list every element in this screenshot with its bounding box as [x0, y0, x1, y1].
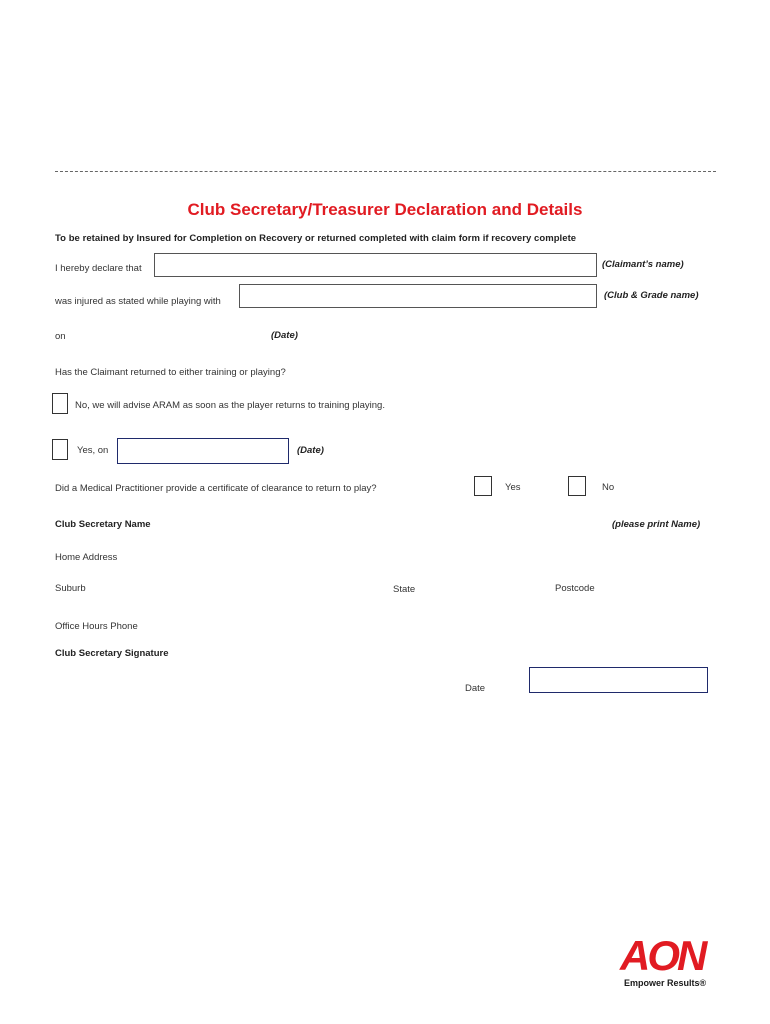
injury-date-field[interactable] [72, 324, 266, 348]
date-label: Date [465, 683, 486, 694]
medical-yes-checkbox[interactable] [474, 476, 492, 496]
club-grade-hint: (Club & Grade name) [604, 290, 699, 301]
print-name-hint: (please print Name) [612, 519, 701, 530]
declare-label: I hereby declare that [55, 263, 142, 274]
phone-label: Office Hours Phone [55, 621, 138, 632]
medical-no-label: No [602, 482, 615, 493]
injured-label: was injured as stated while playing with [55, 296, 221, 307]
state-label: State [393, 584, 416, 595]
postcode-label: Postcode [555, 583, 595, 594]
svg-text:AON: AON [620, 932, 705, 976]
club-grade-field[interactable] [239, 284, 597, 308]
suburb-label: Suburb [55, 583, 86, 594]
home-address-label: Home Address [55, 552, 118, 563]
medical-no-checkbox[interactable] [568, 476, 586, 496]
secretary-name-field[interactable] [165, 513, 605, 535]
returned-question: Has the Claimant returned to either training or playing? [55, 367, 286, 378]
separator-line [55, 171, 716, 172]
form-subtitle: To be retained by Insured for Completion on Recovery or returned completed with claim form if recovery complete [55, 233, 577, 244]
return-date-field[interactable] [117, 438, 289, 464]
signature-field[interactable] [185, 642, 455, 692]
on-label: on [55, 331, 66, 342]
claimant-name-field[interactable] [154, 253, 597, 277]
signature-label: Club Secretary Signature [55, 648, 169, 659]
medical-yes-label: Yes [505, 482, 521, 493]
no-checkbox[interactable] [52, 393, 68, 414]
signature-date-field[interactable] [529, 667, 708, 693]
secretary-name-label: Club Secretary Name [55, 519, 151, 530]
no-option-label: No, we will advise ARAM as soon as the player returns to training playing. [75, 400, 385, 411]
phone-field[interactable] [150, 615, 710, 637]
return-date-hint: (Date) [297, 445, 324, 456]
yes-checkbox[interactable] [52, 439, 68, 460]
form-title: Club Secretary/Treasurer Declaration and Details [187, 200, 583, 219]
injury-date-hint: (Date) [271, 330, 298, 341]
home-address-field[interactable] [130, 546, 710, 568]
claimant-name-hint: (Claimant’s name) [602, 259, 684, 270]
medical-question: Did a Medical Practitioner provide a certificate of clearance to return to play? [55, 483, 377, 494]
yes-on-label: Yes, on [77, 445, 109, 456]
aon-logo-mark [618, 932, 722, 976]
tagline: Empower Results® [624, 978, 707, 988]
